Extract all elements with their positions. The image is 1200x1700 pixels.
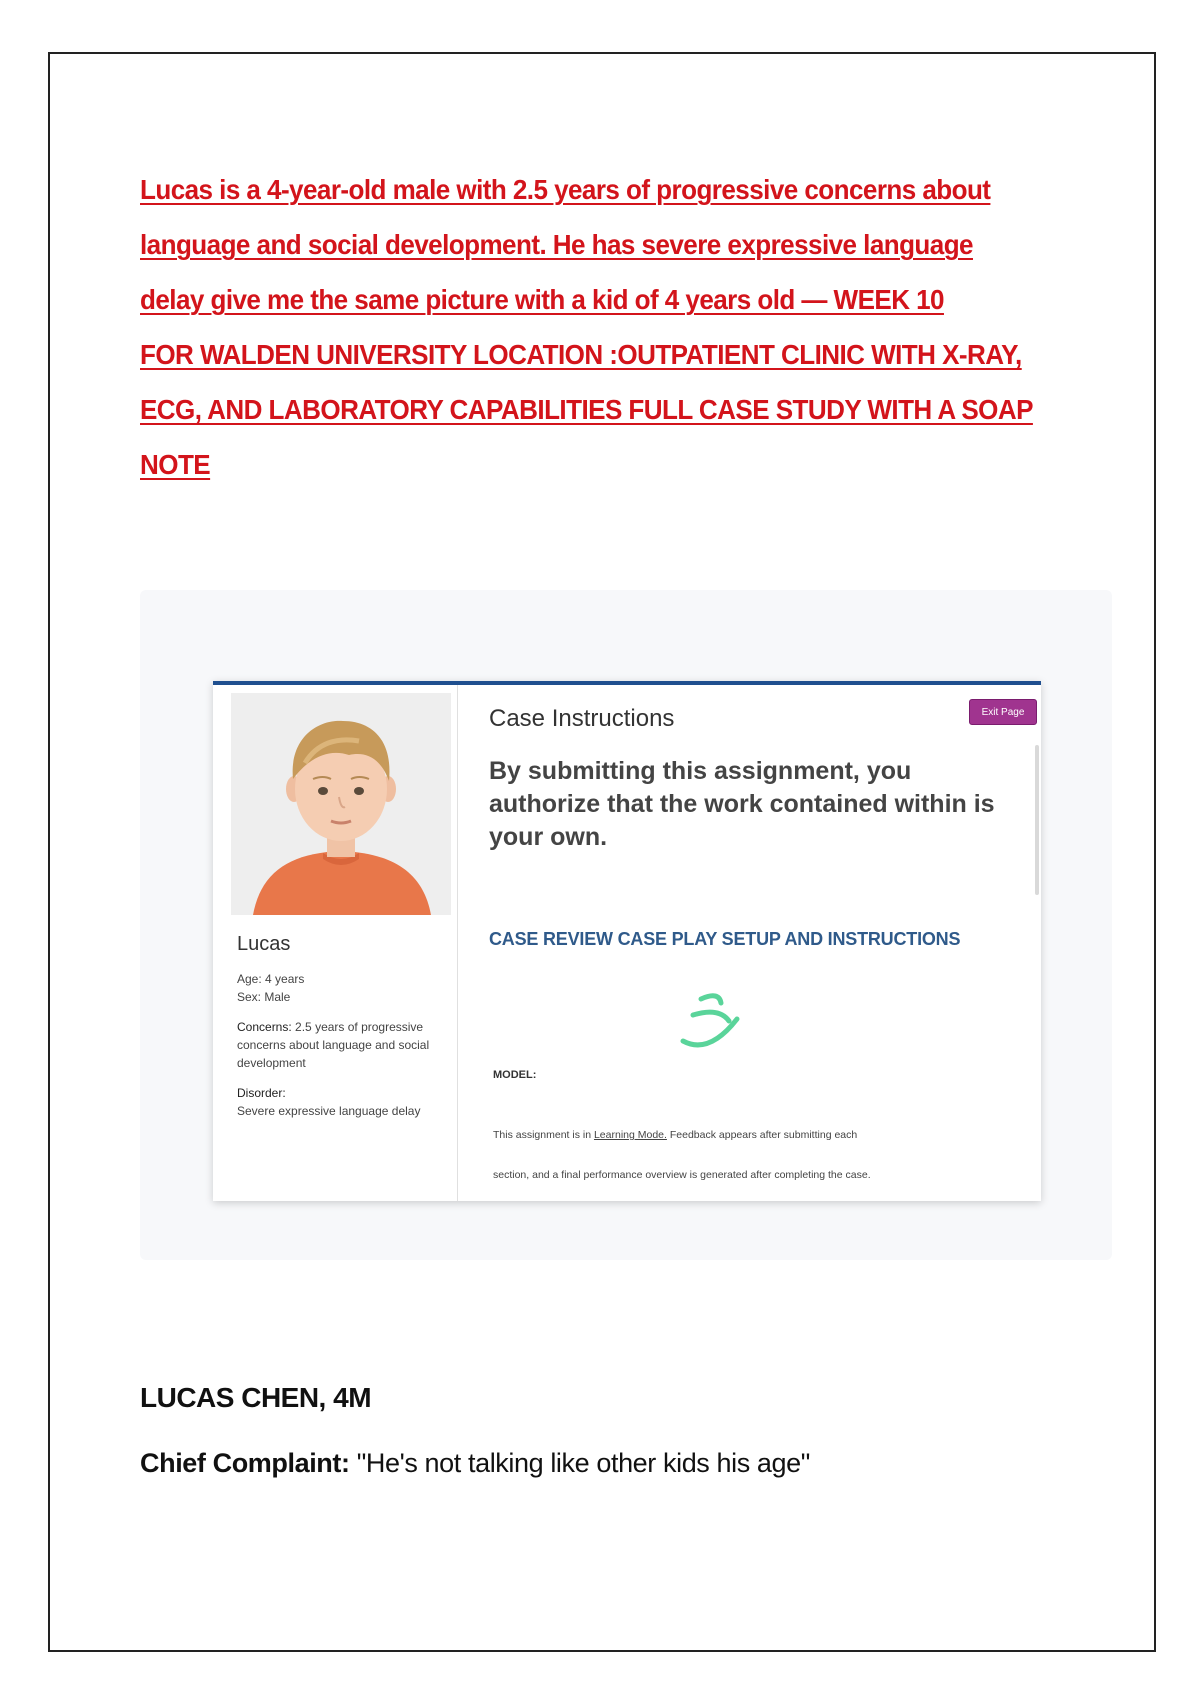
concerns-value: 2.5 years of progressive concerns about language and social development	[237, 1020, 430, 1070]
disorder-label: Disorder:	[237, 1086, 286, 1100]
loading-spinner-icon	[679, 985, 759, 1065]
patient-details	[237, 933, 447, 1120]
patient-sex: Sex: Male	[237, 990, 291, 1004]
exit-page-button[interactable]: Exit Page	[969, 699, 1037, 725]
case-instructions-panel	[457, 685, 1041, 1201]
description-rest: Feedback appears after submitting each	[666, 1129, 858, 1141]
concerns-label: Concerns:	[237, 1020, 292, 1034]
heading-line: delay give me the same picture with a kid of 4 years old — WEEK 10	[140, 284, 944, 315]
child-portrait-image	[231, 693, 451, 915]
description-prefix: This assignment is in	[493, 1129, 594, 1141]
heading-line: language and social development. He has severe expressive language	[140, 229, 973, 260]
description-line-2: section, and a final performance overview is generated after completing the case.	[493, 1169, 871, 1181]
case-setup-heading: CASE REVIEW CASE PLAY SETUP AND INSTRUCTIONS	[489, 929, 961, 949]
assignment-heading	[140, 162, 1080, 492]
case-card	[213, 681, 1041, 1201]
case-instructions-title: Case Instructions	[489, 705, 675, 732]
heading-line: ECG, AND LABORATORY CAPABILITIES FULL CASE STUDY WITH A SOAP	[140, 394, 1033, 425]
learning-mode-link[interactable]: Learning Mode.	[593, 1129, 667, 1141]
authorization-statement: By submitting this assignment, you authorize that the work contained within is your own.	[489, 757, 995, 851]
patient-disorder	[237, 1084, 447, 1120]
chief-complaint-value: "He's not talking like other kids his age"	[349, 1448, 810, 1478]
model-label: MODEL:	[493, 1069, 537, 1081]
learning-mode-description	[493, 1115, 1013, 1195]
heading-line: NOTE	[140, 449, 211, 480]
patient-name: Lucas	[237, 933, 291, 955]
scrollbar[interactable]	[1035, 745, 1039, 895]
patient-age: Age: 4 years	[237, 972, 305, 986]
disorder-value: Severe expressive language delay	[237, 1104, 421, 1118]
heading-line: FOR WALDEN UNIVERSITY LOCATION :OUTPATIENT CLINIC WITH X-RAY,	[140, 339, 1022, 370]
description-line	[493, 1115, 1013, 1155]
patient-concerns	[237, 1018, 447, 1072]
patient-photo	[231, 693, 451, 915]
patient-header: LUCAS CHEN, 4M	[140, 1382, 372, 1413]
heading-line: Lucas is a 4-year-old male with 2.5 years of progressive concerns about	[140, 174, 991, 205]
chief-complaint	[140, 1448, 810, 1479]
patient-profile-panel	[213, 685, 458, 1201]
chief-complaint-label: Chief Complaint:	[140, 1448, 350, 1478]
